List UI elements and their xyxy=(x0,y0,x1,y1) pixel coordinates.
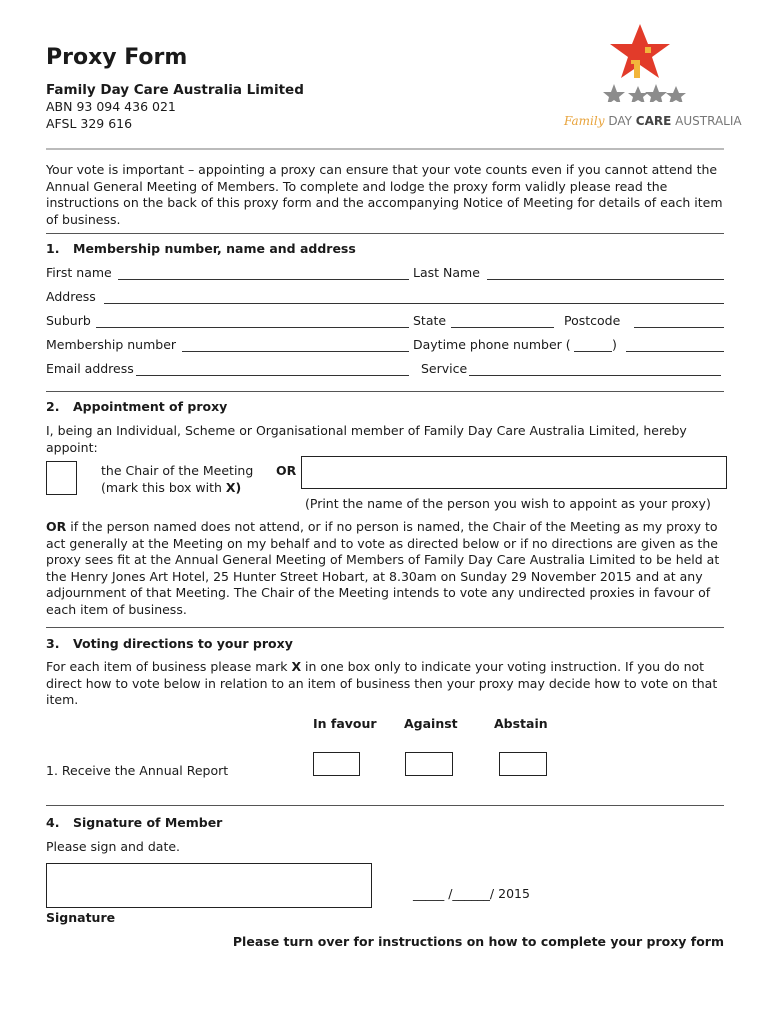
phone-area-code-field[interactable] xyxy=(574,351,612,352)
section2-body-text: if the person named does not attend, or if no person is named, the Chair of the Meeting as my proxy to act generally at the Meeting on my behalf and to vote as directed below or if no directions are given as the proxy sees fit at the Annual General Meeting of Members of Family Day Care Australia Limited to be held at the Henry Jones Art Hotel, 25 Hunter Street Hobart, at 8.30am on Sunday 29 November 2015 and at any adjournment of that Meeting. The Chair of the Meeting intends to vote any undirected proxies in favour of each item of business. xyxy=(46,519,720,617)
chair-checkbox[interactable] xyxy=(46,461,77,495)
service-field[interactable] xyxy=(469,375,721,376)
section2-divider xyxy=(46,391,724,392)
email-label: Email address xyxy=(46,361,134,376)
afsl: AFSL 329 616 xyxy=(46,116,133,131)
first-name-label: First name xyxy=(46,265,112,280)
signature-label: Signature xyxy=(46,910,116,925)
chair-label: the Chair of the Meeting xyxy=(101,463,254,478)
section2-body xyxy=(46,519,726,618)
section1-divider xyxy=(46,233,724,234)
column-against: Against xyxy=(404,716,458,731)
section3-lead-x: X xyxy=(291,659,302,674)
membership-number-field[interactable] xyxy=(182,351,409,352)
footer-note: Please turn over for instructions on how to complete your proxy form xyxy=(232,934,724,949)
vote-abstain-checkbox[interactable] xyxy=(499,752,547,776)
state-field[interactable] xyxy=(451,327,554,328)
section4-heading: Signature of Member xyxy=(73,815,223,830)
section3-divider xyxy=(46,627,724,628)
proxy-name-note: (Print the name of the person you wish to appoint as your proxy) xyxy=(305,496,711,511)
or-label: OR xyxy=(276,463,297,478)
daytime-phone-field[interactable] xyxy=(626,351,724,352)
signature-field[interactable] xyxy=(46,863,372,908)
chair-mark-text: (mark this box with xyxy=(101,480,226,495)
email-field[interactable] xyxy=(136,375,409,376)
fdca-logo xyxy=(558,22,742,137)
section2-or-bold: OR xyxy=(46,519,67,534)
vote-in-favour-checkbox[interactable] xyxy=(313,752,360,776)
proxy-name-field[interactable] xyxy=(301,456,727,489)
section4-divider xyxy=(46,805,724,806)
suburb-field[interactable] xyxy=(96,327,409,328)
section2-heading: Appointment of proxy xyxy=(73,399,228,414)
service-label: Service xyxy=(421,361,468,376)
star-logo-icon xyxy=(558,22,728,102)
chair-mark-instruction xyxy=(101,480,241,497)
column-abstain: Abstain xyxy=(494,716,548,731)
column-in-favour: In favour xyxy=(313,716,377,731)
company-name: Family Day Care Australia Limited xyxy=(46,82,304,98)
section3-lead-b: in one box only to indicate your voting instruction. If you do not direct how to vote below in relation to an item of business then your proxy may decide how to vote on that item. xyxy=(46,659,718,707)
suburb-label: Suburb xyxy=(46,313,91,328)
postcode-label: Postcode xyxy=(564,313,621,328)
section3-heading: Voting directions to your proxy xyxy=(73,636,293,651)
logo-family: Family xyxy=(564,114,605,128)
postcode-field[interactable] xyxy=(634,327,724,328)
section2-number: 2. xyxy=(46,399,60,414)
address-field[interactable] xyxy=(104,303,724,304)
vote-against-checkbox[interactable] xyxy=(405,752,453,776)
section2-lead: I, being an Individual, Scheme or Organisational member of Family Day Care Australia Limited, hereby appoint: xyxy=(46,423,687,455)
date-field[interactable]: _____ /______/ 2015 xyxy=(413,886,530,901)
header-divider xyxy=(46,148,724,150)
section3-lead-a: For each item of business please mark xyxy=(46,659,292,674)
section3-lead xyxy=(46,659,726,709)
last-name-field[interactable] xyxy=(487,279,724,280)
page-title: Proxy Form xyxy=(46,45,188,70)
state-label: State xyxy=(413,313,447,328)
chair-mark-x: X) xyxy=(225,480,242,495)
section4-number: 4. xyxy=(46,815,60,830)
intro-paragraph: Your vote is important – appointing a proxy can ensure that your vote counts even if you cannot attend the Annual General Meeting of Members. To complete and lodge the proxy form validly please read the instructions on the back of this proxy form and the accompanying Notice of Meeting for details of each item of business. xyxy=(46,162,723,227)
daytime-phone-close: ) xyxy=(612,337,617,352)
address-label: Address xyxy=(46,289,96,304)
first-name-field[interactable] xyxy=(118,279,409,280)
vote-item-label: 1. Receive the Annual Report xyxy=(46,763,229,778)
daytime-phone-label: Daytime phone number ( xyxy=(413,337,571,352)
section1-heading: Membership number, name and address xyxy=(73,241,356,256)
last-name-label: Last Name xyxy=(413,265,480,280)
membership-number-label: Membership number xyxy=(46,337,177,352)
section1-number: 1. xyxy=(46,241,60,256)
section4-lead: Please sign and date. xyxy=(46,839,181,854)
section3-number: 3. xyxy=(46,636,60,651)
abn: ABN 93 094 436 021 xyxy=(46,99,176,114)
logo-australia: AUSTRALIA xyxy=(675,114,742,128)
logo-day: DAY xyxy=(608,114,632,128)
logo-care: CARE xyxy=(635,114,672,128)
